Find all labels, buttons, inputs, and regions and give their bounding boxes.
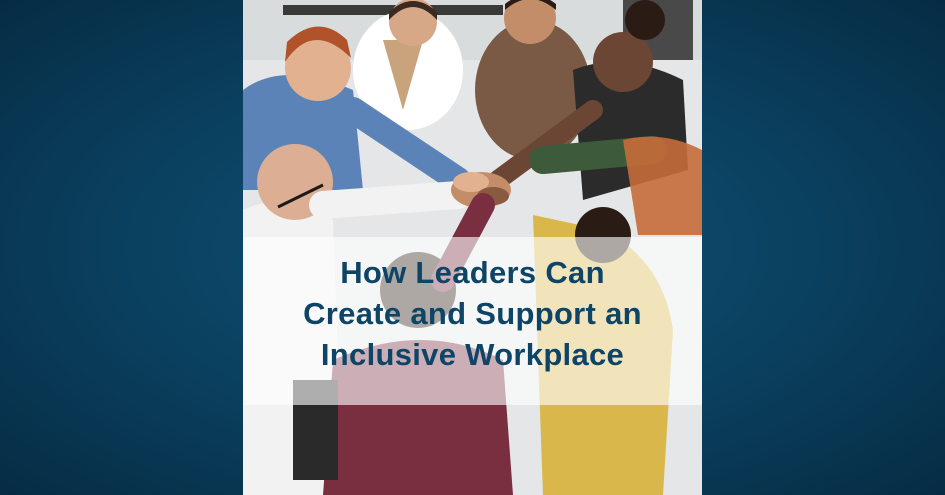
title-line-1: How Leaders Can	[340, 255, 605, 290]
title-line-2: Create and Support an	[303, 296, 642, 331]
head	[593, 32, 653, 92]
arm	[323, 195, 458, 205]
page-title	[243, 252, 702, 375]
hair-bun	[625, 0, 665, 40]
team-photo	[243, 0, 702, 495]
title-line-3: Inclusive Workplace	[320, 337, 625, 372]
